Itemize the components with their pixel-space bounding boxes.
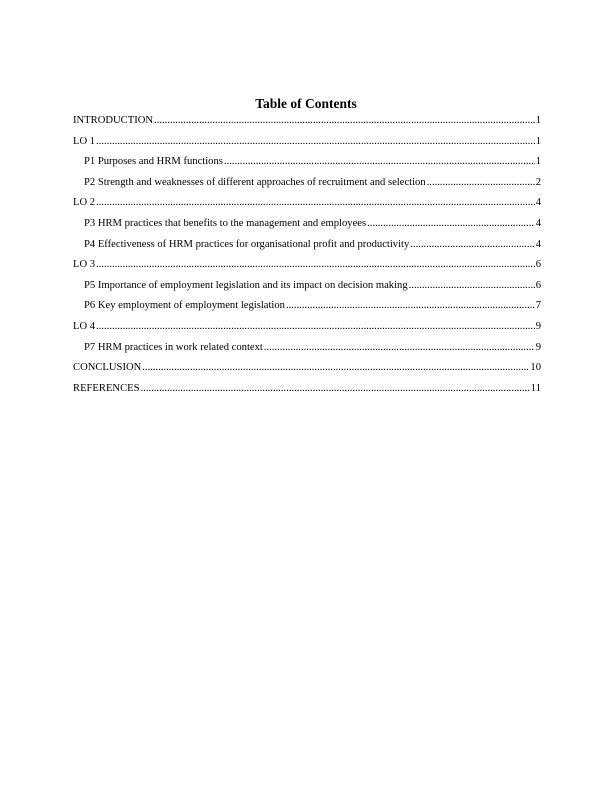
- toc-entry-p6[interactable]: [73, 299, 541, 320]
- toc-entry-lo3[interactable]: [73, 258, 541, 279]
- toc-entry-lo2[interactable]: [73, 196, 541, 217]
- toc-title: Table of Contents: [255, 96, 357, 111]
- toc-page-number: 4: [535, 217, 541, 229]
- toc-dot-leader: [154, 114, 535, 127]
- toc-page-number: 9: [535, 320, 541, 332]
- toc-entry-label: LO 2: [73, 197, 96, 209]
- toc-dot-leader: [409, 279, 535, 292]
- toc-entry-label: P7 HRM practices in work related context: [84, 341, 263, 353]
- toc-entry-p4[interactable]: [73, 238, 541, 259]
- toc-entry-p2[interactable]: [73, 176, 541, 197]
- toc-entry-label: LO 4: [73, 320, 96, 332]
- toc-entry-lo1[interactable]: [73, 135, 541, 156]
- toc-page-number: 1: [535, 156, 541, 168]
- toc-entry-label: P2 Strength and weaknesses of different approaches of recruitment and selection: [84, 176, 426, 188]
- toc-page-number: 1: [535, 115, 541, 126]
- toc-page-number: 11: [530, 382, 541, 394]
- toc-entry-label: INTRODUCTION: [73, 115, 154, 126]
- toc-entry-label: P6 Key employment of employment legislation: [84, 300, 285, 312]
- toc-dot-leader: [141, 382, 530, 395]
- toc-page-number: 4: [535, 238, 541, 250]
- toc-entry-label: REFERENCES: [73, 382, 140, 394]
- toc-page-number: 10: [530, 362, 541, 374]
- toc-dot-leader: [142, 361, 529, 374]
- toc-page-number: 1: [535, 135, 541, 147]
- toc-dot-leader: [96, 135, 535, 148]
- toc-dot-leader: [264, 341, 535, 354]
- toc-entry-label: P1 Purposes and HRM functions: [84, 156, 223, 168]
- toc-entry-introduction[interactable]: [73, 114, 541, 135]
- toc-dot-leader: [367, 217, 535, 230]
- toc-dot-leader: [96, 196, 535, 209]
- toc-dot-leader: [427, 176, 535, 189]
- toc-entry-label: P5 Importance of employment legislation and its impact on decision making: [84, 279, 408, 291]
- toc-entry-label: LO 1: [73, 135, 96, 147]
- toc-entry-label: P4 Effectiveness of HRM practices for organisational profit and productivity: [84, 238, 410, 250]
- table-of-contents: [73, 114, 541, 402]
- toc-entry-label: CONCLUSION: [73, 362, 142, 374]
- toc-entry-label: LO 3: [73, 259, 96, 271]
- toc-dot-leader: [410, 238, 534, 251]
- toc-page-number: 4: [535, 197, 541, 209]
- toc-page-number: 7: [535, 300, 541, 312]
- toc-dot-leader: [96, 320, 535, 333]
- toc-page-number: 2: [535, 176, 541, 188]
- toc-entry-p1[interactable]: [73, 155, 541, 176]
- toc-entry-p3[interactable]: [73, 217, 541, 238]
- toc-entry-references[interactable]: [73, 382, 541, 403]
- toc-entry-conclusion[interactable]: [73, 361, 541, 382]
- toc-page-number: 6: [535, 279, 541, 291]
- toc-page-number: 9: [535, 341, 541, 353]
- toc-dot-leader: [286, 299, 535, 312]
- toc-page-number: 6: [535, 259, 541, 271]
- toc-entry-label: P3 HRM practices that benefits to the management and employees: [84, 217, 367, 229]
- toc-entry-lo4[interactable]: [73, 320, 541, 341]
- toc-dot-leader: [224, 155, 535, 168]
- toc-dot-leader: [96, 258, 535, 271]
- toc-entry-p7[interactable]: [73, 341, 541, 362]
- toc-entry-p5[interactable]: [73, 279, 541, 300]
